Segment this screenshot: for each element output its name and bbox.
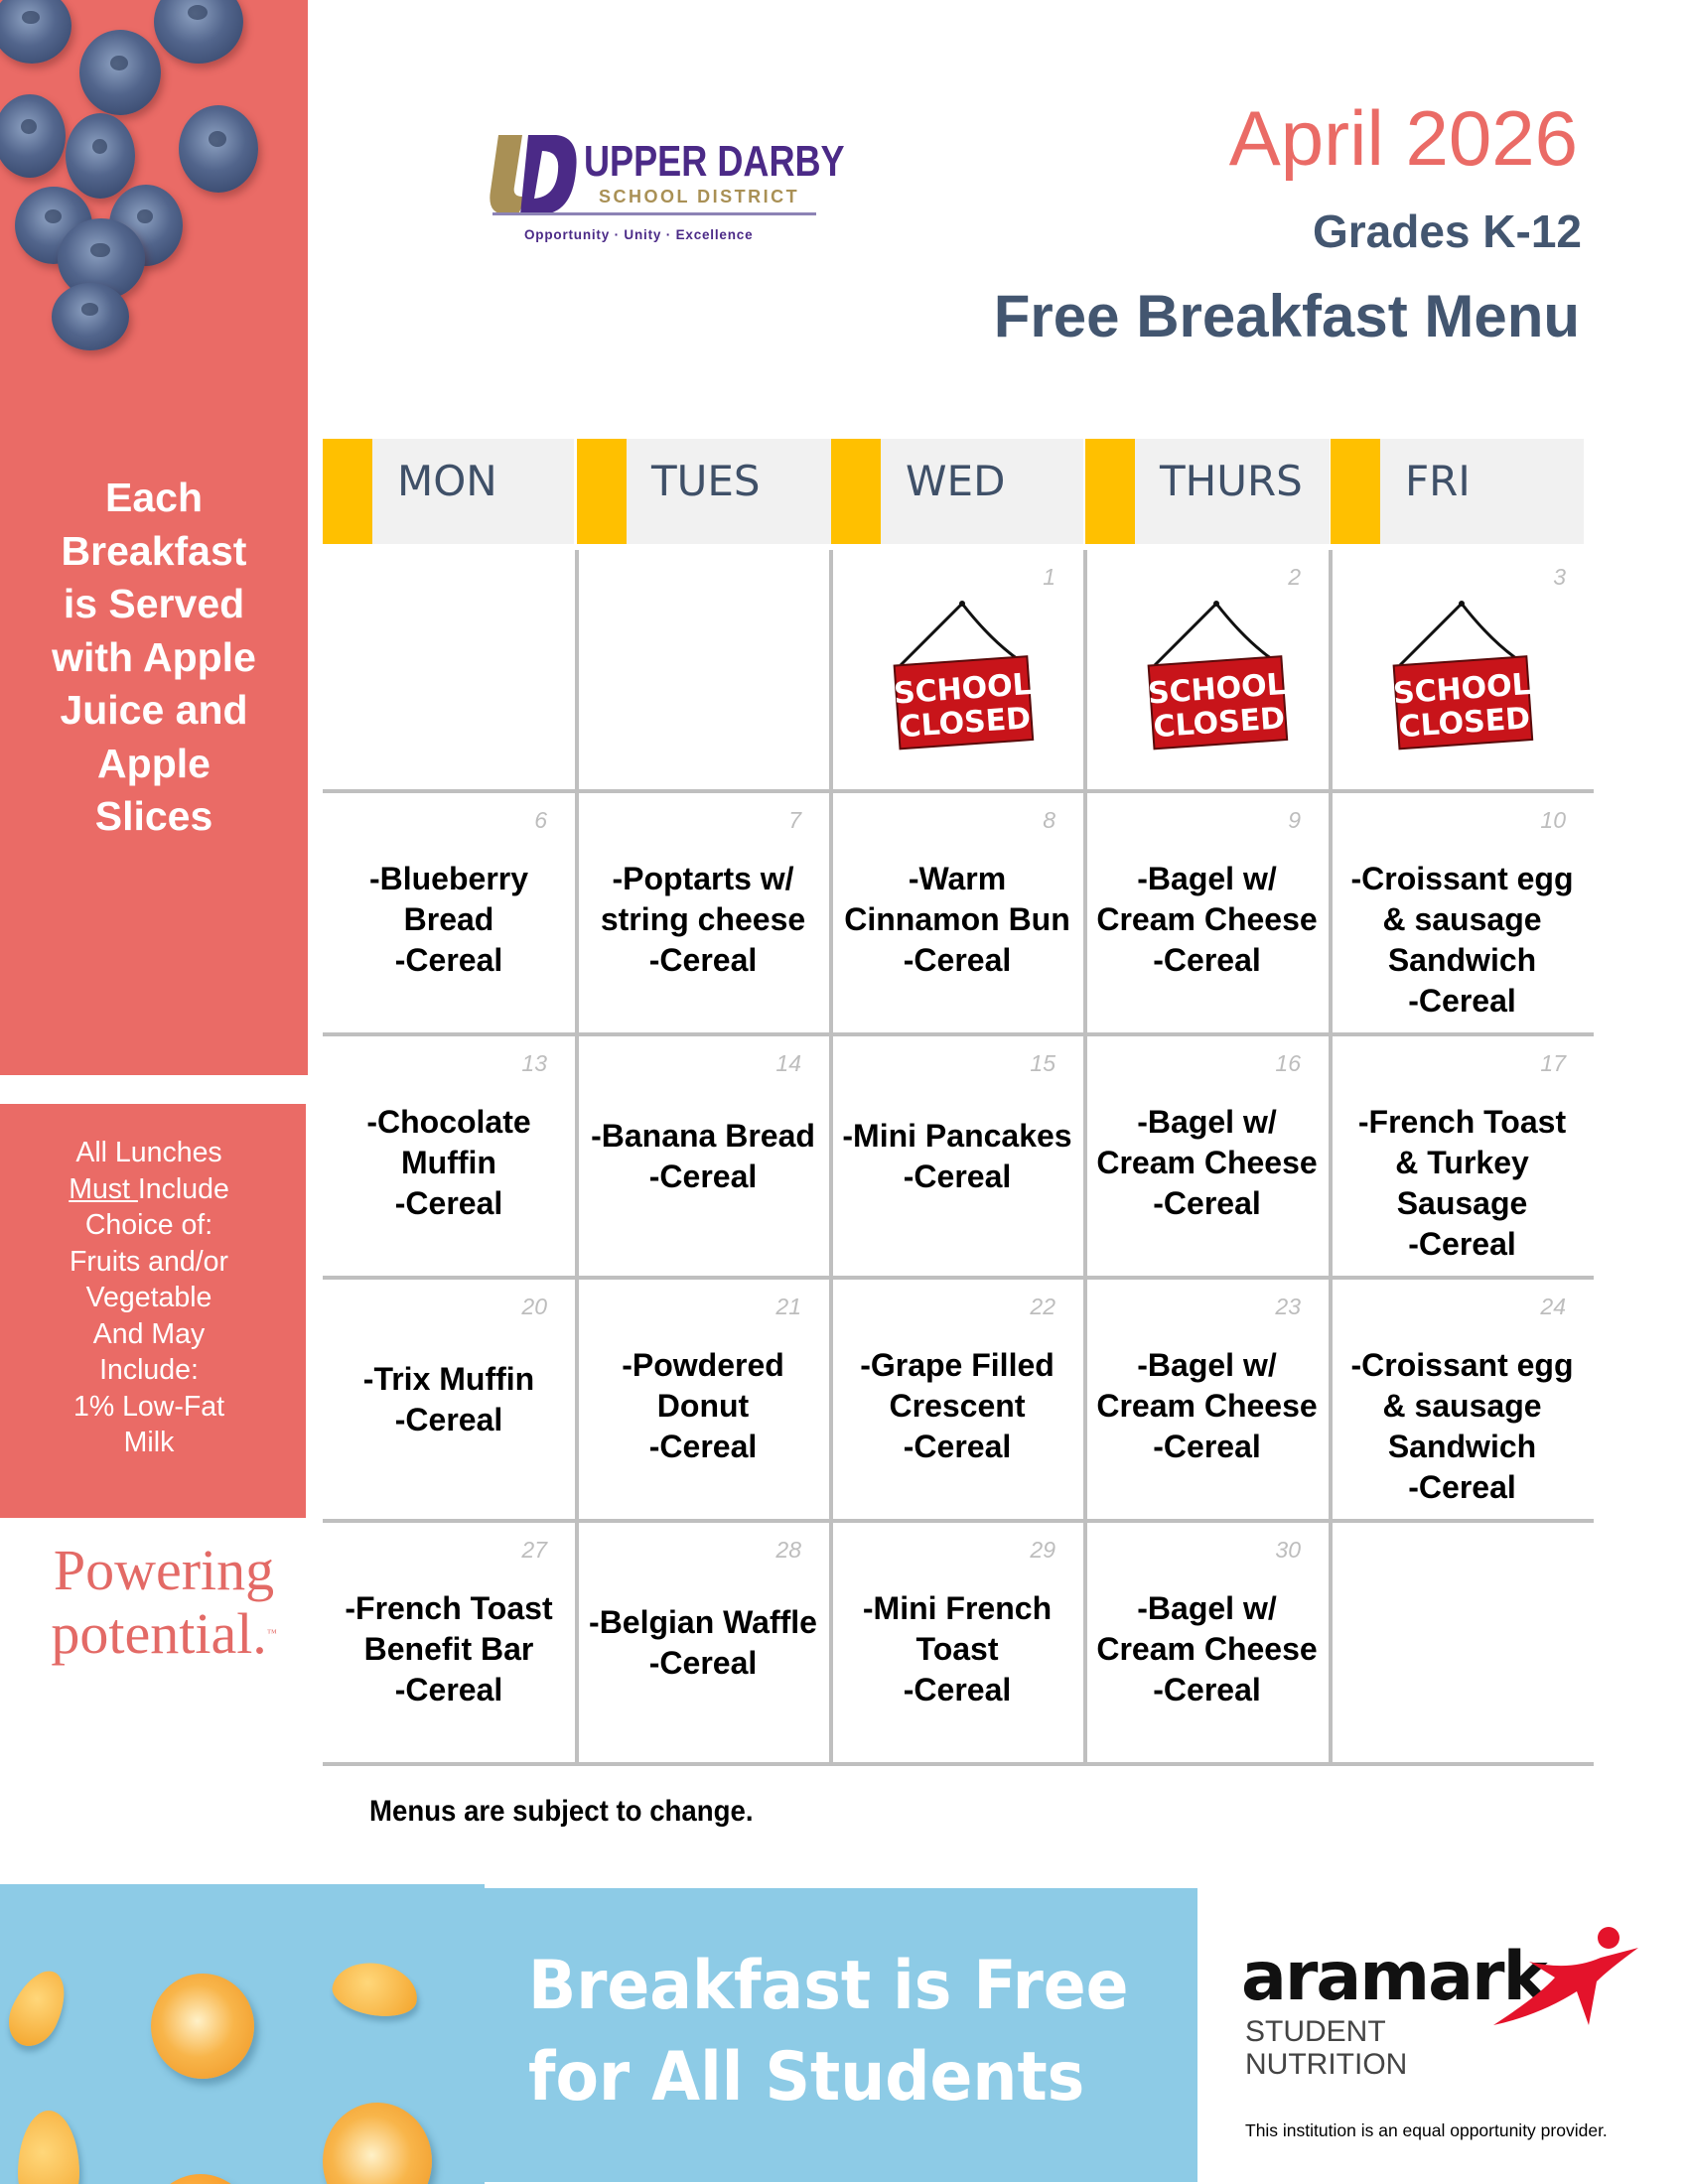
sidebar-headline-line: is Served [63,581,245,626]
closed-sign-line2: CLOSED [898,701,1033,746]
logo-district-sub: SCHOOL DISTRICT [599,187,800,206]
day-number: 8 [1043,807,1055,833]
calendar-empty-cell [577,548,829,791]
orange-photo [0,1884,485,2184]
menu-item: Cream Cheese [1096,1631,1318,1667]
sidebar-headline-line: Juice and [60,687,248,733]
calendar-day-cell [323,1521,575,1764]
day-number: 6 [534,807,547,833]
day-number: 7 [788,807,801,833]
calendar-day-cell [831,1278,1083,1521]
menu-items [1085,1102,1329,1224]
calendar-day-cell [577,1521,829,1764]
menu-item: Donut [656,1388,750,1424]
blueberry-image [154,0,243,64]
orange-segment-image [18,2111,79,2184]
calendar-day-cell [577,1278,829,1521]
menu-item: -Cereal [648,1645,758,1681]
menu-month: April 2026 [1228,94,1578,182]
logo-tagline: Opportunity · Unity · Excellence [524,227,754,242]
calendar-day-cell [323,1034,575,1278]
day-header-label: MON [397,457,497,505]
menu-item: -Cereal [1408,1469,1516,1505]
menu-item: -Bagel w/ [1137,1347,1277,1383]
menu-item: -Cereal [1408,983,1516,1019]
page-title: Free Breakfast Menu [993,283,1580,349]
calendar-day-cell [1331,1278,1594,1521]
banner-line: for All Students [528,2038,1085,2116]
peeled-orange-image [151,1974,254,2079]
blueberry-image [0,94,66,178]
menu-items [323,859,575,981]
menu-item: Muffin [401,1145,496,1180]
menu-item: -Cereal [394,942,503,978]
menu-item: & Turkey [1395,1145,1529,1180]
menu-item: -Chocolate [366,1104,531,1140]
calendar-day-cell [1331,548,1594,791]
closed-sign-line1: SCHOOL [892,667,1033,712]
sidebar-headline-line: Breakfast [61,527,247,574]
lunch-note-line: 1% Low-Fat [72,1390,225,1423]
menu-item: Bread [403,901,494,937]
menu-item: -French Toast [345,1590,553,1626]
day-header-label: THURS [1160,457,1303,505]
lunch-note-line: Choice of: [84,1209,213,1241]
day-header-label: WED [906,457,1006,505]
calendar-day-cell [323,1278,575,1521]
menu-item: -Bagel w/ [1137,1104,1277,1140]
menu-item: -Cereal [394,1672,503,1707]
day-number: 24 [1540,1294,1566,1319]
menu-item: Sausage [1396,1185,1528,1221]
aramark-logo-nutrition: NUTRITION [1245,2048,1408,2081]
day-header-tues [577,439,831,544]
day-number: 10 [1540,807,1566,833]
calendar-empty-cell [323,548,575,791]
menu-item: Cream Cheese [1096,901,1318,937]
day-header-wed [831,439,1083,544]
day-header-label: FRI [1405,457,1471,505]
menu-item: & sausage [1382,901,1542,937]
menu-items [1331,1345,1594,1508]
menu-items [577,859,829,981]
menu-disclaimer: Menus are subject to change. [369,1795,754,1828]
day-number: 3 [1553,564,1566,590]
split-orange-image [323,2103,432,2184]
ud-monogram-icon [485,131,584,220]
school-closed-sign-icon [1390,600,1539,758]
blueberry-image [79,30,161,115]
menu-items [1331,859,1594,1022]
day-number: 1 [1043,564,1055,590]
banner-line: Breakfast is Free [528,1947,1129,2025]
day-number: 17 [1540,1050,1566,1076]
calendar-day-cell [831,791,1083,1034]
orange-segment-image [0,1963,76,2055]
menu-item: -Warm [908,861,1007,896]
day-number: 23 [1275,1294,1301,1319]
lunch-note-line: Milk [123,1427,175,1458]
lunch-note-must: Must [69,1172,138,1205]
menu-items [577,1345,829,1467]
menu-item: -Bagel w/ [1137,861,1277,896]
lunch-note-include: Include [137,1172,229,1205]
calendar-day-cell [323,791,575,1034]
lunch-note-line [0,1171,298,1208]
menu-item: string cheese [600,901,806,937]
menu-item: -Cereal [903,1429,1012,1464]
blueberry-image [66,113,135,199]
menu-item: -Cereal [1153,942,1261,978]
day-number: 16 [1275,1050,1301,1076]
day-header-accent [1331,439,1380,544]
day-number: 29 [1030,1537,1055,1563]
menu-item: Cinnamon Bun [844,901,1070,937]
menu-items [831,859,1083,981]
day-header-fri [1331,439,1584,544]
powering-potential-slogan [30,1539,298,1666]
menu-items [831,1588,1083,1710]
day-header-accent [323,439,372,544]
calendar-day-cell [1085,1034,1329,1278]
day-number: 2 [1288,564,1301,590]
menu-item: -Croissant egg [1350,1347,1574,1383]
menu-item: Sandwich [1387,942,1537,978]
logo-divider [492,212,816,215]
menu-item: -Cereal [1153,1429,1261,1464]
calendar-day-cell [831,1521,1083,1764]
menu-item: & sausage [1382,1388,1542,1424]
blueberry-image [0,0,71,64]
day-header-label: TUES [651,457,761,505]
aramark-star-icon [1489,1926,1648,2035]
menu-items [323,1588,575,1710]
menu-item: -Cereal [648,1159,758,1194]
day-number: 30 [1275,1537,1301,1563]
day-number: 27 [521,1537,547,1563]
menu-item: -French Toast [1357,1104,1567,1140]
calendar-day-cell [1085,1521,1329,1764]
calendar-day-cell [577,1034,829,1278]
menu-items [831,1345,1083,1467]
blueberry-image [52,283,129,350]
lunch-note-line: All Lunches [75,1137,222,1168]
menu-item: -Powdered [622,1347,784,1383]
menu-item: -Croissant egg [1350,861,1574,896]
sidebar-breakfast-note [0,472,308,844]
sidebar-headline-line: with Apple [52,633,256,680]
calendar-day-cell [831,548,1083,791]
sidebar-headline-line: Apple [97,740,211,786]
calendar-day-cell [1085,791,1329,1034]
menu-items [1085,859,1329,981]
menu-item: Cream Cheese [1096,1388,1318,1424]
whole-orange-image [149,2174,252,2184]
lunch-note-line: Vegetable [85,1282,212,1313]
menu-items [577,1602,829,1684]
menu-item: -Mini French [862,1590,1053,1626]
slogan-line [30,1602,298,1666]
menu-item: Crescent [889,1388,1026,1424]
calendar-day-cell [831,1034,1083,1278]
menu-items [1085,1345,1329,1467]
sidebar-headline-line: Slices [94,793,213,839]
menu-item: -Cereal [394,1185,503,1221]
menu-item: -Cereal [903,942,1012,978]
calendar-day-cell [1085,548,1329,791]
menu-item: -Grape Filled [860,1347,1055,1383]
closed-sign-line1: SCHOOL [1391,667,1532,712]
menu-item: -Cereal [1153,1185,1261,1221]
menu-item: Toast [915,1631,999,1667]
free-breakfast-banner-text [528,1941,1129,2123]
day-number: 21 [775,1294,801,1319]
menu-item: Cream Cheese [1096,1145,1318,1180]
menu-items [577,1116,829,1197]
day-number: 13 [521,1050,547,1076]
menu-item: Sandwich [1387,1429,1537,1464]
day-header-accent [831,439,881,544]
menu-items [831,1116,1083,1197]
menu-items [1085,1588,1329,1710]
menu-item: -Poptarts w/ [612,861,794,896]
day-header-accent [1085,439,1135,544]
calendar-day-cell [1331,791,1594,1034]
menu-items [323,1102,575,1224]
calendar-day-cell [1331,1034,1594,1278]
menu-item: -Cereal [648,942,758,978]
day-number: 14 [775,1050,801,1076]
calendar-empty-cell [1331,1521,1594,1764]
day-number: 22 [1030,1294,1055,1319]
logo-district-name: UPPER DARBY [584,137,845,186]
menu-item: -Mini Pancakes [842,1118,1072,1154]
menu-item: -Banana Bread [591,1118,815,1154]
equal-opportunity-statement: This institution is an equal opportunity provider. [1245,2120,1608,2140]
menu-item: -Cereal [394,1402,503,1437]
menu-item: -Cereal [903,1159,1012,1194]
day-number: 28 [775,1537,801,1563]
sidebar-lunch-note [0,1135,298,1461]
aramark-logo-student: STUDENT [1245,2015,1386,2048]
menu-item: -Cereal [1153,1672,1261,1707]
orange-segment-image [329,1957,422,2022]
sidebar-headline-line: Each [105,475,203,520]
lunch-note-line: Fruits and/or [70,1245,228,1278]
calendar-day-cell [1085,1278,1329,1521]
day-header-mon [323,439,574,544]
menu-item: Benefit Bar [363,1631,534,1667]
day-header-accent [577,439,627,544]
menu-item: -Cereal [903,1672,1012,1707]
menu-item: -Bagel w/ [1137,1590,1277,1626]
aramark-logo-wordmark: aramark [1241,1938,1546,2016]
day-number: 9 [1288,807,1301,833]
closed-sign-line2: CLOSED [1397,701,1532,746]
slogan-line-text: potential. [51,1601,267,1666]
lunch-note-line: Include: [99,1354,199,1386]
menu-item: -Trix Muffin [362,1361,535,1397]
blueberry-image [179,105,258,193]
calendar-day-cell [577,791,829,1034]
slogan-line: Powering [53,1538,275,1602]
menu-items [323,1359,575,1440]
day-number: 20 [521,1294,547,1319]
closed-sign-line1: SCHOOL [1146,667,1287,712]
menu-item: -Blueberry [368,861,529,896]
menu-item: -Cereal [648,1429,758,1464]
menu-grades: Grades K-12 [1312,205,1582,257]
menu-items [1331,1102,1594,1265]
school-closed-sign-icon [1145,600,1294,758]
day-number: 15 [1030,1050,1055,1076]
menu-item: -Belgian Waffle [589,1604,817,1640]
closed-sign-line2: CLOSED [1152,701,1287,746]
trademark-mark: ™ [266,1628,277,1639]
school-closed-sign-icon [891,600,1040,758]
menu-item: -Cereal [1408,1226,1516,1262]
lunch-note-line: And May [92,1317,206,1350]
day-header-thurs [1085,439,1330,544]
